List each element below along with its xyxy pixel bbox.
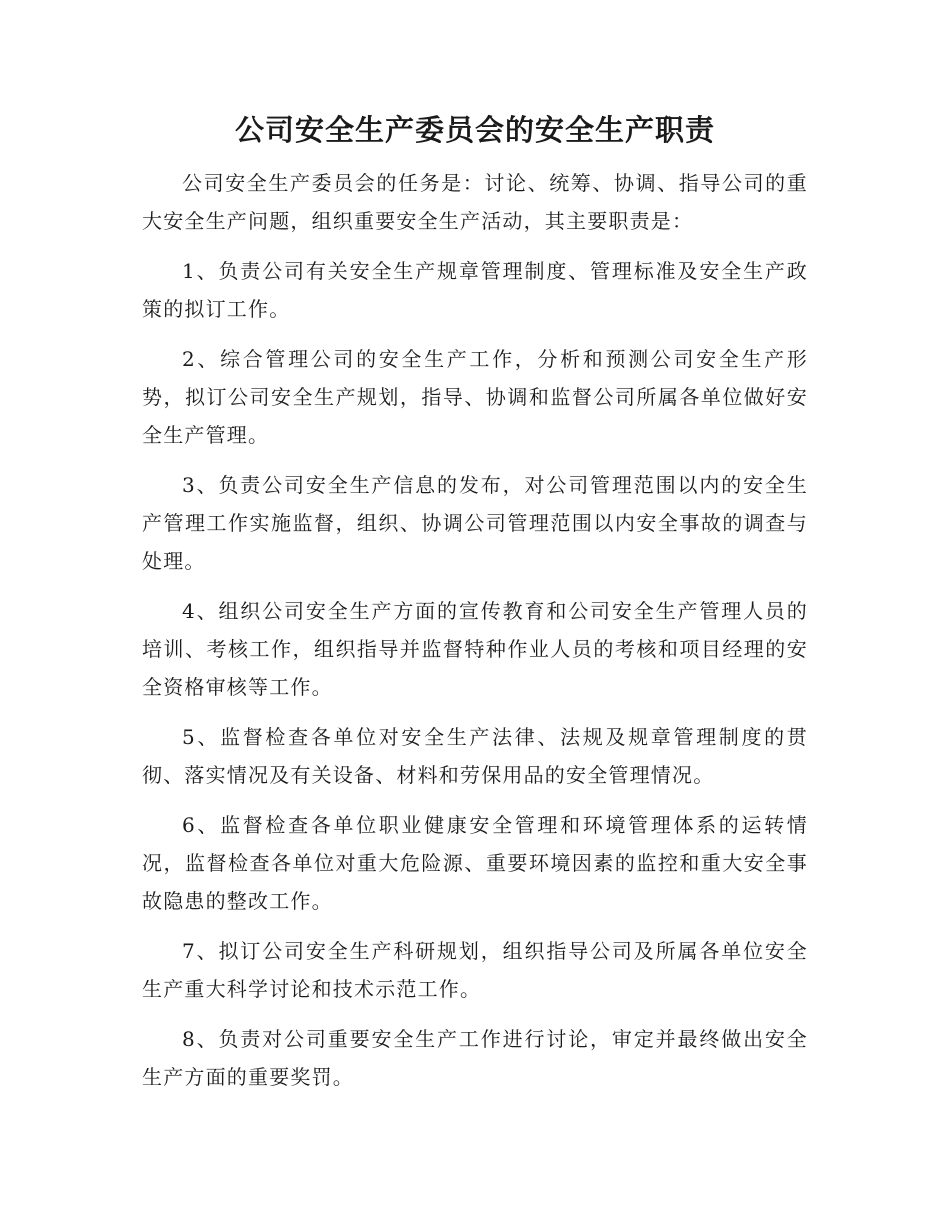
duty-item-6: 6、监督检查各单位职业健康安全管理和环境管理体系的运转情况，监督检查各单位对重大危险源、重要环境因素的监控和重大安全事故隐患的整改工作。 bbox=[142, 813, 808, 913]
duty-item-1: 1、负责公司有关安全生产规章管理制度、管理标准及安全生产政策的拟订工作。 bbox=[142, 259, 808, 321]
duty-item-2: 2、综合管理公司的安全生产工作，分析和预测公司安全生产形势，拟订公司安全生产规划，指导、协调和监督公司所属各单位做好安全生产管理。 bbox=[142, 347, 808, 447]
intro-paragraph: 公司安全生产委员会的任务是：讨论、统筹、协调、指导公司的重大安全生产问题，组织重要安全生产活动，其主要职责是： bbox=[142, 171, 808, 233]
duty-item-7: 7、拟订公司安全生产科研规划，组织指导公司及所属各单位安全生产重大科学讨论和技术示范工作。 bbox=[142, 939, 808, 1001]
duty-item-3: 3、负责公司安全生产信息的发布，对公司管理范围以内的安全生产管理工作实施监督，组织、协调公司管理范围以内安全事故的调查与处理。 bbox=[142, 473, 808, 573]
duty-item-8: 8、负责对公司重要安全生产工作进行讨论，审定并最终做出安全生产方面的重要奖罚。 bbox=[142, 1027, 808, 1089]
document-page bbox=[142, 108, 808, 1096]
document-title: 公司安全生产委员会的安全生产职责 bbox=[234, 113, 715, 147]
duty-item-5: 5、监督检查各单位对安全生产法律、法规及规章管理制度的贯彻、落实情况及有关设备、材料和劳保用品的安全管理情况。 bbox=[142, 725, 808, 787]
duty-item-4: 4、组织公司安全生产方面的宣传教育和公司安全生产管理人员的培训、考核工作，组织指导并监督特种作业人员的考核和项目经理的安全资格审核等工作。 bbox=[142, 599, 808, 699]
